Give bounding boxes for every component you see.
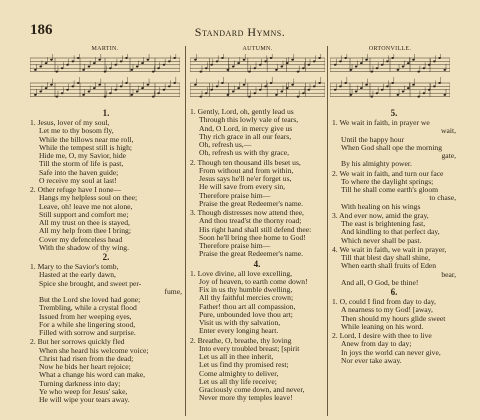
note-head bbox=[173, 82, 176, 84]
tune-name: MARTIN. bbox=[91, 46, 119, 52]
note-head bbox=[216, 60, 219, 62]
verse-line: Then should my hours glide sweet bbox=[341, 314, 446, 323]
note-head bbox=[254, 67, 257, 69]
verse-line: 2. Lord, I desire with thee to live bbox=[332, 332, 432, 340]
note-head bbox=[72, 85, 75, 87]
note-head bbox=[376, 92, 379, 94]
note-head bbox=[318, 57, 321, 59]
note-head bbox=[313, 60, 316, 62]
note-head bbox=[104, 96, 107, 98]
note-head bbox=[438, 57, 441, 59]
note-head bbox=[200, 71, 203, 73]
tune-autumn bbox=[190, 46, 325, 102]
note-head bbox=[297, 71, 300, 73]
note-head bbox=[391, 57, 394, 59]
note-head bbox=[45, 62, 48, 64]
note-head bbox=[221, 82, 224, 84]
note-head bbox=[360, 87, 363, 89]
stanza bbox=[190, 159, 324, 209]
note-head bbox=[72, 60, 75, 62]
note-head bbox=[275, 94, 278, 96]
note-head bbox=[412, 84, 415, 86]
note-head bbox=[391, 82, 394, 84]
stanza bbox=[190, 108, 324, 158]
note-head bbox=[386, 60, 389, 62]
verse-line: 1. Gently, Lord, oh, gently lead us bbox=[190, 108, 294, 116]
note-head bbox=[291, 59, 294, 61]
note-head bbox=[227, 69, 230, 71]
note-head bbox=[308, 89, 311, 91]
verse-line: And all, O God, be thine! bbox=[341, 278, 419, 287]
note-head bbox=[50, 59, 53, 61]
note-head bbox=[397, 69, 400, 71]
staff-notation bbox=[190, 54, 325, 106]
note-head bbox=[313, 85, 316, 87]
note-head bbox=[168, 85, 171, 87]
note-head bbox=[243, 84, 246, 86]
note-head bbox=[93, 62, 96, 64]
note-head bbox=[152, 96, 155, 98]
note-head bbox=[210, 64, 213, 66]
note-head bbox=[438, 82, 441, 84]
verse-line: And, O Lord, in mercy give us bbox=[199, 124, 293, 133]
note-head bbox=[114, 89, 117, 91]
note-head bbox=[443, 69, 446, 71]
page-header bbox=[0, 22, 480, 42]
verse-line: Hide me, O, my Savior, hide bbox=[39, 152, 127, 160]
note-head bbox=[412, 59, 415, 61]
column-divider bbox=[327, 46, 328, 416]
note-head bbox=[141, 87, 144, 89]
note-head bbox=[370, 71, 373, 73]
note-head bbox=[237, 87, 240, 89]
note-head bbox=[55, 71, 58, 73]
note-head bbox=[381, 89, 384, 91]
note-head bbox=[264, 60, 267, 62]
note-head bbox=[428, 64, 431, 66]
verse-line: Never more thy temples leave! bbox=[199, 394, 293, 403]
note-head bbox=[443, 94, 446, 96]
verse-line: 1. Mary to the Savior's tomb, bbox=[30, 263, 119, 271]
hymn-column-middle bbox=[190, 108, 324, 404]
note-head bbox=[281, 91, 284, 93]
verse-line: Turning darkness into day; bbox=[39, 379, 121, 388]
verse-line: 1. Love divine, all love excelling, bbox=[190, 269, 293, 278]
verse-line: He will save from every sin, bbox=[199, 183, 286, 192]
note-head bbox=[248, 71, 251, 73]
note-head bbox=[232, 91, 235, 93]
verse-line: Into every troubled breast; [spirit bbox=[199, 344, 300, 353]
note-head bbox=[365, 84, 368, 86]
stanza bbox=[332, 170, 456, 211]
note-head bbox=[125, 57, 128, 59]
note-head bbox=[55, 96, 58, 98]
verse-line: Trembling, while a crystal flood bbox=[39, 304, 137, 313]
verse-line: What a change his word can make, bbox=[39, 371, 146, 380]
note-head bbox=[50, 84, 53, 86]
note-head bbox=[136, 66, 139, 68]
verse-line: While leaning on his word. bbox=[341, 322, 424, 331]
music-staff bbox=[30, 54, 180, 106]
note-head bbox=[34, 94, 37, 96]
note-head bbox=[82, 69, 85, 71]
verse-line: 2. Though ten thousand ills beset us, bbox=[190, 158, 301, 167]
verse-line: Jesus says he'll ne'er forget us, bbox=[199, 175, 292, 183]
note-head bbox=[259, 89, 262, 91]
tune-martin bbox=[30, 46, 180, 102]
note-head bbox=[163, 89, 166, 91]
verse-line: Let me to thy bosom fly, bbox=[39, 127, 114, 136]
note-head bbox=[221, 57, 224, 59]
note-head bbox=[114, 64, 117, 66]
note-head bbox=[243, 59, 246, 61]
note-head bbox=[152, 71, 155, 73]
note-head bbox=[402, 66, 405, 68]
note-head bbox=[61, 67, 64, 69]
note-head bbox=[210, 89, 213, 91]
verse-line: While the billows near me roll, bbox=[39, 135, 134, 144]
verse-line: Cover my defenceless head bbox=[39, 235, 123, 244]
note-head bbox=[93, 87, 96, 89]
verse-line: Filled with sorrow and surprise. bbox=[39, 329, 136, 337]
verse-line: Praise the great Redeemer's name. bbox=[199, 250, 304, 259]
note-head bbox=[275, 69, 278, 71]
running-head: Standard Hymns. bbox=[194, 25, 286, 39]
verse-line: Which never shall be past. bbox=[341, 236, 422, 245]
stanza bbox=[30, 119, 182, 185]
note-head bbox=[147, 59, 150, 61]
note-head bbox=[402, 91, 405, 93]
verse-line: When earth shall fruits of Eden bbox=[341, 262, 437, 271]
music-staff bbox=[190, 54, 325, 106]
note-head bbox=[205, 92, 208, 94]
note-head bbox=[417, 71, 420, 73]
verse-line: Graciously come down, and never, bbox=[199, 386, 305, 394]
verse-line: fume, bbox=[164, 287, 182, 296]
note-head bbox=[205, 67, 208, 69]
note-head bbox=[423, 92, 426, 94]
note-head bbox=[120, 85, 123, 87]
note-head bbox=[232, 66, 235, 68]
note-head bbox=[334, 64, 337, 66]
note-head bbox=[264, 85, 267, 87]
note-head bbox=[286, 62, 289, 64]
note-head bbox=[339, 60, 342, 62]
verse-line: When God shall ope the morning bbox=[341, 143, 443, 152]
note-head bbox=[157, 67, 160, 69]
note-head bbox=[66, 89, 69, 91]
note-head bbox=[270, 82, 273, 84]
hymn-column-left bbox=[30, 108, 182, 405]
note-head bbox=[88, 91, 91, 93]
verse-line: His right hand shall still defend thee: bbox=[199, 225, 312, 234]
stanza bbox=[332, 298, 456, 331]
note-head bbox=[334, 89, 337, 91]
note-head bbox=[407, 87, 410, 89]
note-head bbox=[397, 94, 400, 96]
note-head bbox=[339, 85, 342, 87]
note-head bbox=[98, 59, 101, 61]
note-head bbox=[433, 85, 436, 87]
verse-line: Anew from day to day; bbox=[341, 340, 412, 349]
stanza bbox=[332, 332, 456, 365]
note-head bbox=[281, 66, 284, 68]
column-divider bbox=[185, 46, 186, 416]
note-head bbox=[45, 87, 48, 89]
verse-line: To where the daylight springs; bbox=[341, 177, 434, 186]
note-head bbox=[259, 64, 262, 66]
note-head bbox=[355, 91, 358, 93]
verse-line: Let us find thy promised rest; bbox=[199, 361, 289, 370]
note-head bbox=[227, 94, 230, 96]
verse-line: Pure, unbounded love thou art; bbox=[199, 310, 293, 319]
verse-line: For a while she lingering stood, bbox=[39, 320, 136, 329]
staff-notation bbox=[330, 54, 450, 106]
note-head bbox=[61, 92, 64, 94]
verse-line: Safe into the haven guide; bbox=[39, 168, 119, 177]
verse-line: Till the storm of life is past, bbox=[39, 160, 124, 169]
verse-line: 3. And ever now, amid the gray, bbox=[332, 211, 429, 220]
note-head bbox=[360, 62, 363, 64]
note-head bbox=[370, 96, 373, 98]
note-head bbox=[318, 82, 321, 84]
verse-line: From without and from within, bbox=[199, 166, 294, 175]
note-head bbox=[109, 67, 112, 69]
note-head bbox=[200, 96, 203, 98]
note-head bbox=[344, 57, 347, 59]
note-head bbox=[82, 94, 85, 96]
note-head bbox=[66, 64, 69, 66]
verse-line: Till that blest day shall shine, bbox=[341, 254, 431, 262]
verse-line: With healing on his wings bbox=[341, 202, 421, 211]
note-head bbox=[381, 64, 384, 66]
verse-line: to chase, bbox=[429, 194, 456, 203]
hymn-column-right bbox=[332, 108, 456, 366]
note-head bbox=[417, 96, 420, 98]
verse-line: 2. Breathe, O, breathe, thy loving bbox=[190, 336, 292, 345]
verse-line: Ye who weep for Jesus' sake, bbox=[39, 387, 128, 396]
verse-line: Visit us with thy salvation, bbox=[199, 319, 281, 327]
verse-line: Issued from her weeping eyes, bbox=[39, 312, 132, 321]
verse-line: When she heard his welcome voice; bbox=[39, 346, 149, 355]
note-head bbox=[216, 85, 219, 87]
verse-line: Nor ever take away. bbox=[341, 356, 402, 365]
verse-line: All thy faithful mercies crown; bbox=[199, 294, 294, 303]
note-head bbox=[350, 94, 353, 96]
note-head bbox=[365, 59, 368, 61]
verse-line: Father! thou art all compassion, bbox=[199, 302, 296, 311]
page-number: 186 bbox=[30, 22, 53, 38]
verse-line: O receive my soul at last! bbox=[39, 176, 117, 185]
note-head bbox=[77, 57, 80, 59]
verse-line: bear, bbox=[441, 270, 456, 279]
verse-line: 1. O, could I find from day to day, bbox=[332, 298, 436, 306]
verse-line: wait, bbox=[441, 127, 456, 136]
note-head bbox=[98, 84, 101, 86]
note-head bbox=[254, 92, 257, 94]
note-head bbox=[386, 85, 389, 87]
hymn-number: 5. bbox=[390, 108, 398, 118]
verse-line: In joys the world can never give, bbox=[341, 348, 441, 357]
note-head bbox=[308, 64, 311, 66]
verse-line: Until the happy hour bbox=[341, 135, 405, 144]
hymn-number: 4. bbox=[253, 258, 261, 269]
stanza bbox=[30, 338, 182, 404]
note-head bbox=[147, 84, 150, 86]
hymn-number: 2. bbox=[102, 252, 110, 262]
stanza bbox=[332, 246, 456, 287]
music-staff bbox=[330, 54, 450, 106]
stanza bbox=[190, 270, 324, 336]
verse-line: 2. Other refuge have I none— bbox=[30, 186, 122, 194]
tune-name: AUTUMN. bbox=[242, 46, 273, 52]
note-head bbox=[39, 91, 42, 93]
verse-line: 1. We wait in faith, in prayer we bbox=[332, 119, 430, 127]
verse-line: Still support and comfort me; bbox=[39, 210, 129, 219]
verse-line: Now he bids her heart rejoice; bbox=[39, 363, 131, 371]
note-head bbox=[88, 66, 91, 68]
stanza bbox=[190, 209, 324, 259]
verse-line: While the tempest still is high; bbox=[39, 143, 133, 152]
note-head bbox=[407, 62, 410, 64]
verse-line: He will wipe your tears away. bbox=[39, 396, 130, 404]
stanza bbox=[190, 337, 324, 403]
note-head bbox=[248, 96, 251, 98]
verse-line: And kindling to that perfect day, bbox=[341, 228, 440, 237]
tune-name: ORTONVILLE. bbox=[368, 46, 412, 52]
note-head bbox=[104, 71, 107, 73]
verse-line: By his almighty power. bbox=[341, 160, 412, 169]
note-head bbox=[194, 84, 197, 86]
verse-line: A nearness to my God! [away, bbox=[341, 306, 433, 315]
note-head bbox=[125, 82, 128, 84]
note-head bbox=[173, 57, 176, 59]
note-head bbox=[350, 69, 353, 71]
note-head bbox=[355, 66, 358, 68]
hymn-number: 1. bbox=[102, 108, 110, 118]
note-head bbox=[194, 59, 197, 61]
verse-line: Therefore praise him— bbox=[199, 242, 271, 250]
note-head bbox=[344, 82, 347, 84]
verse-line: Through this lowly vale of tears, bbox=[199, 116, 299, 125]
verse-line: 3. Though distresses now attend thee, bbox=[190, 209, 304, 217]
hymn-number: 6. bbox=[390, 287, 398, 297]
note-head bbox=[237, 62, 240, 64]
note-head bbox=[302, 67, 305, 69]
note-head bbox=[77, 82, 80, 84]
verse-line: Let us all thy life receive; bbox=[199, 377, 277, 386]
verse-line: Fix in us thy humble dwelling, bbox=[199, 286, 293, 294]
note-head bbox=[163, 64, 166, 66]
note-head bbox=[39, 66, 42, 68]
verse-line: But the Lord she loved had gone; bbox=[39, 296, 141, 304]
note-head bbox=[302, 92, 305, 94]
verse-line: Joy of heaven, to earth come down! bbox=[199, 277, 308, 286]
verse-line: gate, bbox=[441, 152, 456, 160]
note-head bbox=[433, 60, 436, 62]
verse-line: Come almighty to deliver, bbox=[199, 369, 279, 378]
stanza bbox=[332, 212, 456, 245]
verse-line: 1. Jesus, lover of my soul, bbox=[30, 119, 110, 127]
verse-line: And thou tread'st the thorny road; bbox=[199, 217, 302, 226]
note-head bbox=[291, 84, 294, 86]
verse-line: Enter every longing heart. bbox=[199, 327, 279, 336]
staff-notation bbox=[30, 54, 180, 106]
note-head bbox=[130, 94, 133, 96]
verse-line: Oh, refresh us,— bbox=[199, 141, 252, 149]
verse-line: Praise the great Redeemer's name. bbox=[199, 199, 304, 208]
verse-line: 4. We wait in faith, we wait in prayer, bbox=[332, 245, 447, 254]
note-head bbox=[423, 67, 426, 69]
note-head bbox=[141, 62, 144, 64]
verse-line: With the shadow of thy wing. bbox=[39, 243, 129, 252]
stanza bbox=[30, 186, 182, 252]
note-head bbox=[136, 91, 139, 93]
note-head bbox=[109, 92, 112, 94]
verse-line: Hasted at the early dawn, bbox=[39, 271, 116, 280]
verse-line: Spice she brought, and sweet per- bbox=[39, 279, 142, 288]
verse-line: All my trust on thee is stayed, bbox=[39, 219, 130, 227]
note-head bbox=[286, 87, 289, 89]
note-head bbox=[376, 67, 379, 69]
verse-line: Thy rich grace in all our fears, bbox=[199, 132, 292, 141]
verse-line: 2. But her sorrows quickly fled bbox=[30, 338, 125, 347]
stanza bbox=[332, 119, 456, 169]
verse-line: 2. We wait in faith, and turn our face bbox=[332, 169, 444, 178]
verse-line: Oh, refresh us with thy grace, bbox=[199, 149, 290, 158]
stanza bbox=[30, 263, 182, 337]
verse-line: Christ had risen from the dead; bbox=[39, 354, 134, 363]
tune-ortonville bbox=[330, 46, 450, 102]
verse-line: Soon he'll bring thee home to God! bbox=[199, 233, 306, 242]
verse-line: All my help from thee I bring; bbox=[39, 227, 131, 236]
verse-line: The east is brightening fast, bbox=[341, 220, 426, 228]
note-head bbox=[120, 60, 123, 62]
note-head bbox=[157, 92, 160, 94]
verse-line: Hangs my helpless soul on thee; bbox=[39, 194, 138, 203]
note-head bbox=[168, 60, 171, 62]
note-head bbox=[428, 89, 431, 91]
note-head bbox=[34, 69, 37, 71]
verse-line: Let us all in thee inherit, bbox=[199, 353, 274, 361]
note-head bbox=[130, 69, 133, 71]
verse-line: Therefore praise him— bbox=[199, 191, 271, 200]
verse-line: Till he shall come earth's gloom bbox=[341, 186, 439, 194]
note-head bbox=[270, 57, 273, 59]
note-head bbox=[297, 96, 300, 98]
verse-line: Leave, oh! leave me not alone, bbox=[39, 202, 133, 211]
